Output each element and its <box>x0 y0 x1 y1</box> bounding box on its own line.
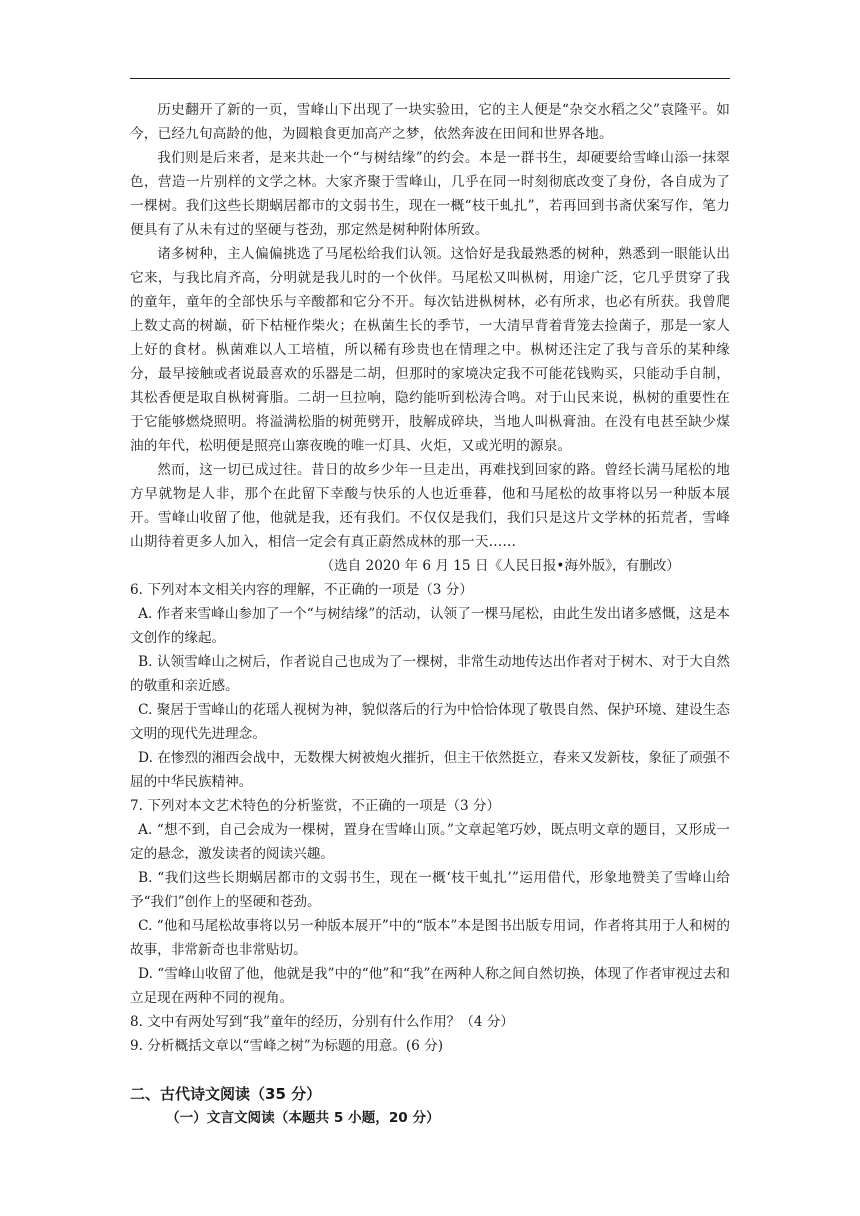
passage-paragraph-3: 诸多树种，主人偏偏挑选了马尾松给我们认领。这恰好是我最熟悉的树种，熟悉到一眼能认出它来，与我比肩齐高，分明就是我儿时的一个伙伴。马尾松又叫枞树，用途广泛，它几乎贯穿了我的童年，童年的全部快乐与辛酸都和它分不开。每次钻进枞树林，必有所求，也必有所获。我曾爬上数丈高的树巅，斫下枯桠作柴火；在枞菌生长的季节，一大清早背着背笼去捡菌子，那是一家人上好的食材。枞菌难以人工培植，所以稀有珍贵也在情理之中。枞树还注定了我与音乐的某种缘分，最早接触或者说最喜欢的乐器是二胡，但那时的家境决定我不可能花钱购买，只能动手自制，其松香便是取自枞树膏脂。二胡一旦拉响，隐约能听到松涛合鸣。对于山民来说，枞树的重要性在于它能够燃烧照明。将溢满松脂的树蔸劈开，肢解成碎块，当地人叫枞膏油。在没有电甚至缺少煤油的年代，松明便是照亮山寨夜晚的唯一灯具、火炬，又或光明的源泉。 <box>130 246 730 454</box>
option-b: B. “我们这些长期蜗居都市的文弱书生，现在一概‘枝干虬扎’”运用借代，形象地赞美了雪峰山给予“我们”创作上的坚硬和苍劲。 <box>130 870 730 910</box>
document-body <box>130 98 730 1130</box>
option-c: C. 聚居于雪峰山的花瑶人视树为神，貌似落后的行为中恰恰体现了敬畏自然、保护环境、建设生态文明的现代先进理念。 <box>130 702 730 742</box>
option-c: C. “他和马尾松故事将以另一种版本展开”中的“版本”本是图书出版专用词，作者将其用于人和树的故事，非常新奇也非常贴切。 <box>130 918 730 958</box>
question-stem: 6. 下列对本文相关内容的理解，不正确的一项是（3 分） <box>130 582 473 598</box>
option-a: A. “想不到，自己会成为一棵树，置身在雪峰山顶。”文章起笔巧妙，既点明文章的题目，又形成一定的悬念，激发读者的阅读兴趣。 <box>130 822 730 862</box>
option-d: D. “雪峰山收留了他，他就是我”中的“他”和“我”在两种人称之间自然切换，体现了作者审视过去和立足现在两种不同的视角。 <box>130 966 730 1006</box>
question-8: 8. 文中有两处写到“我”童年的经历，分别有什么作用？（4 分） <box>130 1014 515 1030</box>
question-stem: 7. 下列对本文艺术特色的分析鉴赏，不正确的一项是（3 分） <box>130 798 501 814</box>
passage-paragraph-4: 然而，这一切已成过往。昔日的故乡少年一旦走出，再难找到回家的路。曾经长满马尾松的地方早就物是人非，那个在此留下幸酸与快乐的人也近垂暮，他和马尾松的故事将以另一种版本展开。雪峰山收留了他，他就是我，还有我们。不仅仅是我们，我们只是这片文学林的拓荒者，雪峰山期待着更多人加入，相信一定会有真正蔚然成林的那一天…… <box>130 462 730 550</box>
passage-paragraph-1: 历史翻开了新的一页，雪峰山下出现了一块实验田，它的主人便是“杂交水稻之父”袁隆平。如今，已经九旬高龄的他，为圆粮食更加高产之梦，依然奔波在田间和世界各地。 <box>130 102 730 142</box>
subsection-heading: （一）文言文阅读（本题共 5 小题，20 分） <box>166 1110 440 1126</box>
passage <box>130 98 730 578</box>
passage-source: （选自 2020 年 6 月 15 日《人民日报•海外版》，有删改） <box>320 558 680 574</box>
option-a: A. 作者来雪峰山参加了一个“与树结缘”的活动，认领了一棵马尾松，由此生发出诸多感慨，这是本文创作的缘起。 <box>130 606 730 646</box>
question-9: 9. 分析概括文章以“雪峰之树”为标题的用意。(6 分) <box>130 1038 444 1054</box>
option-d: D. 在惨烈的湘西会战中，无数棵大树被炮火摧折，但主干依然挺立，春来又发新枝，象征了顽强不屈的中华民族精神。 <box>130 750 730 790</box>
header-rule <box>130 78 730 79</box>
question-7 <box>130 794 730 1010</box>
question-6 <box>130 578 730 794</box>
section-heading: 二、古代诗文阅读（35 分） <box>130 1085 322 1103</box>
passage-paragraph-2: 我们则是后来者，是来共赴一个“与树结缘”的约会。本是一群书生，却硬要给雪峰山添一抹翠色，营造一片别样的文学之林。大家齐聚于雪峰山，几乎在同一时刻彻底改变了身份，各自成为了一棵树。我们这些长期蜗居都市的文弱书生，现在一概“枝干虬扎”，若再回到书斋伏案写作，笔力便具有了从未有过的坚硬与苍劲，那定然是树种附体所致。 <box>130 150 730 238</box>
option-b: B. 认领雪峰山之树后，作者说自己也成为了一棵树，非常生动地传达出作者对于树木、对于大自然的敬重和亲近感。 <box>130 654 730 694</box>
